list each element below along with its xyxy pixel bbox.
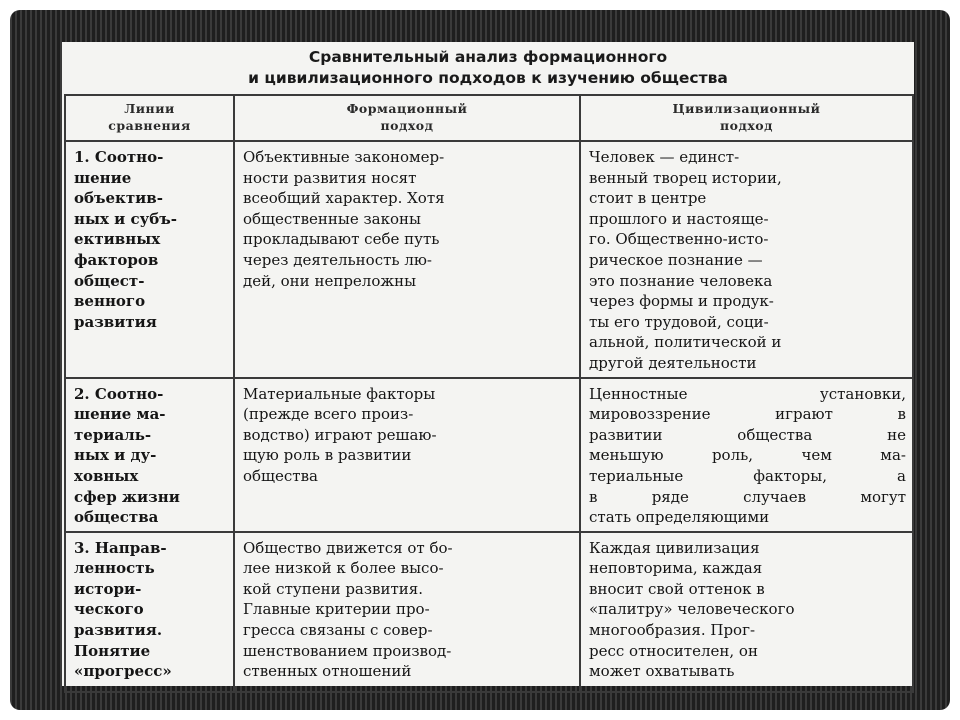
cell-text-line: гресса связаны с совер-	[243, 621, 433, 640]
cell-text-line: щую роль в развитии	[243, 446, 412, 465]
cell-text-line: мировоззрение играют в	[589, 405, 906, 424]
cell-text-line: ховных	[74, 466, 139, 485]
cell-text-line: Понятие	[74, 641, 151, 660]
civilizational-cell	[580, 141, 913, 378]
document-sheet	[62, 42, 914, 686]
cell-text-line: общественные законы	[243, 209, 421, 228]
cell-text-line: водство) играют решаю-	[243, 425, 437, 444]
cell-text-line: 1. Соотно-	[74, 148, 164, 166]
formational-cell	[234, 141, 580, 378]
cell-text-line: общества	[74, 508, 159, 527]
cell-text-line: 3. Направ-	[74, 538, 167, 557]
criterion-cell	[65, 378, 234, 532]
cell-text-line: шение ма-	[74, 405, 166, 424]
cell-text-line: Общество движется от бо-	[243, 538, 453, 557]
formational-cell	[234, 378, 580, 532]
cell-text-line: всеобщий характер. Хотя	[243, 189, 445, 208]
table-row	[65, 378, 913, 532]
title-line-1: Сравнительный анализ формационного	[308, 48, 668, 66]
civilizational-cell	[580, 378, 913, 532]
cell-text-line: Человек — единст-	[589, 148, 740, 166]
cell-text-line: «прогресс»	[74, 662, 172, 681]
cell-text-line: кой ступени развития.	[243, 579, 424, 598]
civilizational-cell	[580, 532, 913, 692]
cell-text-line: стать определяющими	[589, 508, 770, 527]
cell-text-line: может охватывать	[589, 662, 735, 681]
cell-text-line: ческого	[74, 600, 144, 619]
cell-text-line: териальные факторы, а	[589, 466, 906, 485]
cell-text-line: ленность	[74, 559, 155, 578]
cell-text-line: Материальные факторы	[243, 384, 436, 403]
cell-text-line: «палитру» человеческого	[589, 600, 795, 619]
cell-text-line: альной, политической и	[589, 333, 782, 352]
header-criteria: Линии сравнения	[65, 95, 234, 141]
cell-text-line: териаль-	[74, 425, 152, 444]
cell-text-line: дей, они непреложны	[243, 271, 417, 290]
cell-text-line: истори-	[74, 579, 142, 598]
cell-text-line: ективных	[74, 230, 161, 249]
cell-text-line: через деятельность лю-	[243, 250, 432, 269]
cell-text-line: шенствованием производ-	[243, 641, 452, 660]
cell-text-line: ты его трудовой, соци-	[589, 312, 769, 331]
cell-text-line: это познание человека	[589, 271, 773, 290]
table-row	[65, 141, 913, 378]
cell-text-line: через формы и продук-	[589, 292, 774, 311]
title-line-2: и цивилизационного подходов к изучению общества	[248, 69, 728, 87]
header-row	[65, 95, 913, 141]
cell-text-line: стоит в центре	[589, 189, 707, 208]
cell-text-line: развития	[74, 312, 157, 331]
cell-text-line: лее низкой к более высо-	[243, 559, 444, 578]
cell-text-line: Каждая цивилизация	[589, 538, 760, 557]
cell-text-line: факторов	[74, 250, 159, 269]
cell-text-line: ных и ду-	[74, 446, 157, 465]
header-formational: Формационный подход	[234, 95, 580, 141]
cell-text-line: 2. Соотно-	[74, 384, 164, 403]
cell-text-line: прокладывают себе путь	[243, 230, 440, 249]
cell-text-line: го. Общественно-исто-	[589, 230, 769, 249]
cell-text-line: (прежде всего произ-	[243, 405, 414, 424]
cell-text-line: Ценностные установки,	[589, 384, 906, 403]
cell-text-line: развитии общества не	[589, 425, 906, 444]
cell-text-line: венного	[74, 292, 146, 311]
cell-text-line: Объективные закономер-	[243, 148, 445, 166]
cell-text-line: ственных отношений	[243, 662, 412, 681]
cell-text-line: общест-	[74, 271, 145, 290]
criterion-cell	[65, 141, 234, 378]
formational-cell	[234, 532, 580, 692]
cell-text-line: прошлого и настояще-	[589, 209, 769, 228]
cell-text-line: ресс относителен, он	[589, 641, 758, 660]
criterion-cell	[65, 532, 234, 692]
cell-text-line: развития.	[74, 621, 163, 640]
cell-text-line: ных и субъ-	[74, 209, 178, 228]
cell-text-line: неповторима, каждая	[589, 559, 763, 578]
cell-text-line: меньшую роль, чем ма-	[589, 446, 906, 465]
table-row	[65, 532, 913, 692]
document-title	[62, 42, 914, 94]
cell-text-line: рическое познание —	[589, 250, 763, 269]
cell-text-line: венный творец истории,	[589, 168, 782, 187]
cell-text-line: ности развития носят	[243, 168, 417, 187]
comparison-table	[64, 94, 914, 693]
cell-text-line: шение	[74, 168, 132, 187]
cell-text-line: в ряде случаев могут	[589, 487, 906, 506]
cell-text-line: другой деятельности	[589, 353, 757, 372]
cell-text-line: вносит свой оттенок в	[589, 579, 765, 598]
cell-text-line: общества	[243, 466, 318, 485]
cell-text-line: сфер жизни	[74, 487, 180, 506]
header-civilizational: Цивилизационный подход	[580, 95, 913, 141]
cell-text-line: объектив-	[74, 189, 163, 208]
cell-text-line: Главные критерии про-	[243, 600, 430, 619]
cell-text-line: многообразия. Прог-	[589, 621, 756, 640]
